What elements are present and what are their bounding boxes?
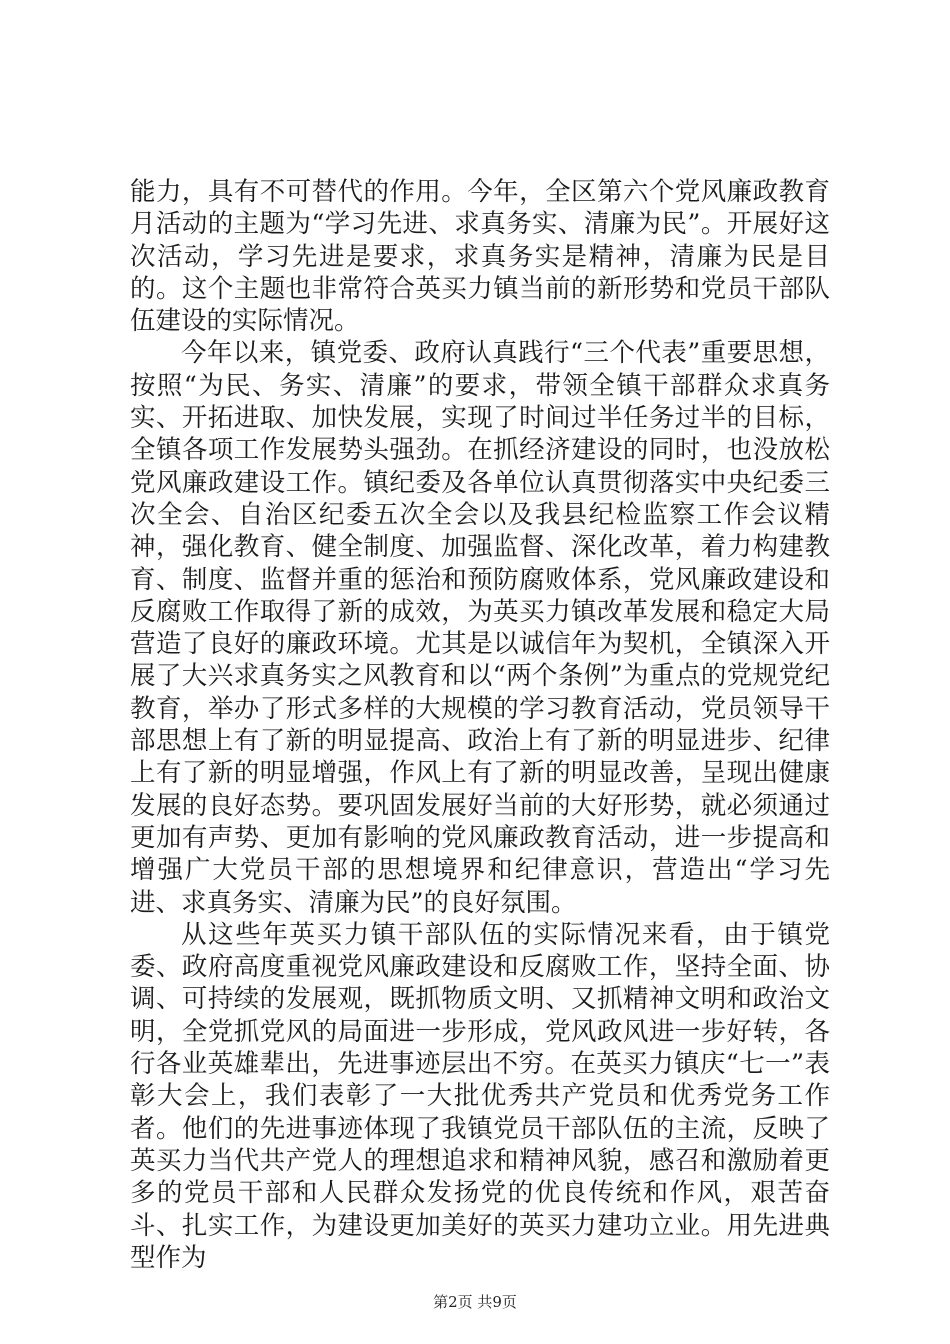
paragraph-3: 从这些年英买力镇干部队伍的实际情况来看，由于镇党委、政府高度重视党风廉政建设和反腐败工作，坚持全面、协调、可持续的发展观，既抓物质文明、又抓精神文明和政治文明，全党抓党风的局面进一步形成，党风政风进一步好转，各行各业英雄辈出，先进事迹层出不穷。在英买力镇庆“七一”表彰大会上，我们表彰了一大批优秀共产党员和优秀党务工作者。他们的先进事迹体现了我镇党员干部队伍的主流，反映了英买力当代共产党人的理想追求和精神风貌，感召和激励着更多的党员干部和人民群众发扬党的优良传统和作风，艰苦奋斗、扎实工作，为建设更加美好的英买力建功立业。用先进典型作为 (130, 919, 830, 1273)
paragraph-1: 能力，具有不可替代的作用。今年，全区第六个党风廉政教育月活动的主题为“学习先进、求真务实、清廉为民”。开展好这次活动，学习先进是要求，求真务实是精神，清廉为民是目的。这个主题也非常符合英买力镇当前的新形势和党员干部队伍建设的实际情况。 (130, 177, 830, 337)
paragraph-2: 今年以来，镇党委、政府认真践行“三个代表”重要思想，按照“为民、务实、清廉”的要求，带领全镇干部群众求真务实、开拓进取、加快发展，实现了时间过半任务过半的目标，全镇各项工作发展势头强劲。在抓经济建设的同时，也没放松党风廉政建设工作。镇纪委及各单位认真贯彻落实中央纪委三次全会、自治区纪委五次全会以及我县纪检监察工作会议精神，强化教育、健全制度、加强监督、深化改革，着力构建教育、制度、监督并重的惩治和预防腐败体系，党风廉政建设和反腐败工作取得了新的成效，为英买力镇改革发展和稳定大局营造了良好的廉政环境。尤其是以诚信年为契机，全镇深入开展了大兴求真务实之风教育和以“两个条例”为重点的党规党纪教育，举办了形式多样的大规模的学习教育活动，党员领导干部思想上有了新的明显提高、政治上有了新的明显进步、纪律上有了新的明显增强，作风上有了新的明显改善，呈现出健康发展的良好态势。要巩固发展好当前的大好形势，就必须通过更加有声势、更加有影响的党风廉政教育活动，进一步提高和增强广大党员干部的思想境界和纪律意识，营造出“学习先进、求真务实、清廉为民”的良好氛围。 (130, 338, 830, 918)
document-body (130, 176, 830, 1274)
page-number-footer: 第2页 共9页 (433, 1293, 517, 1311)
